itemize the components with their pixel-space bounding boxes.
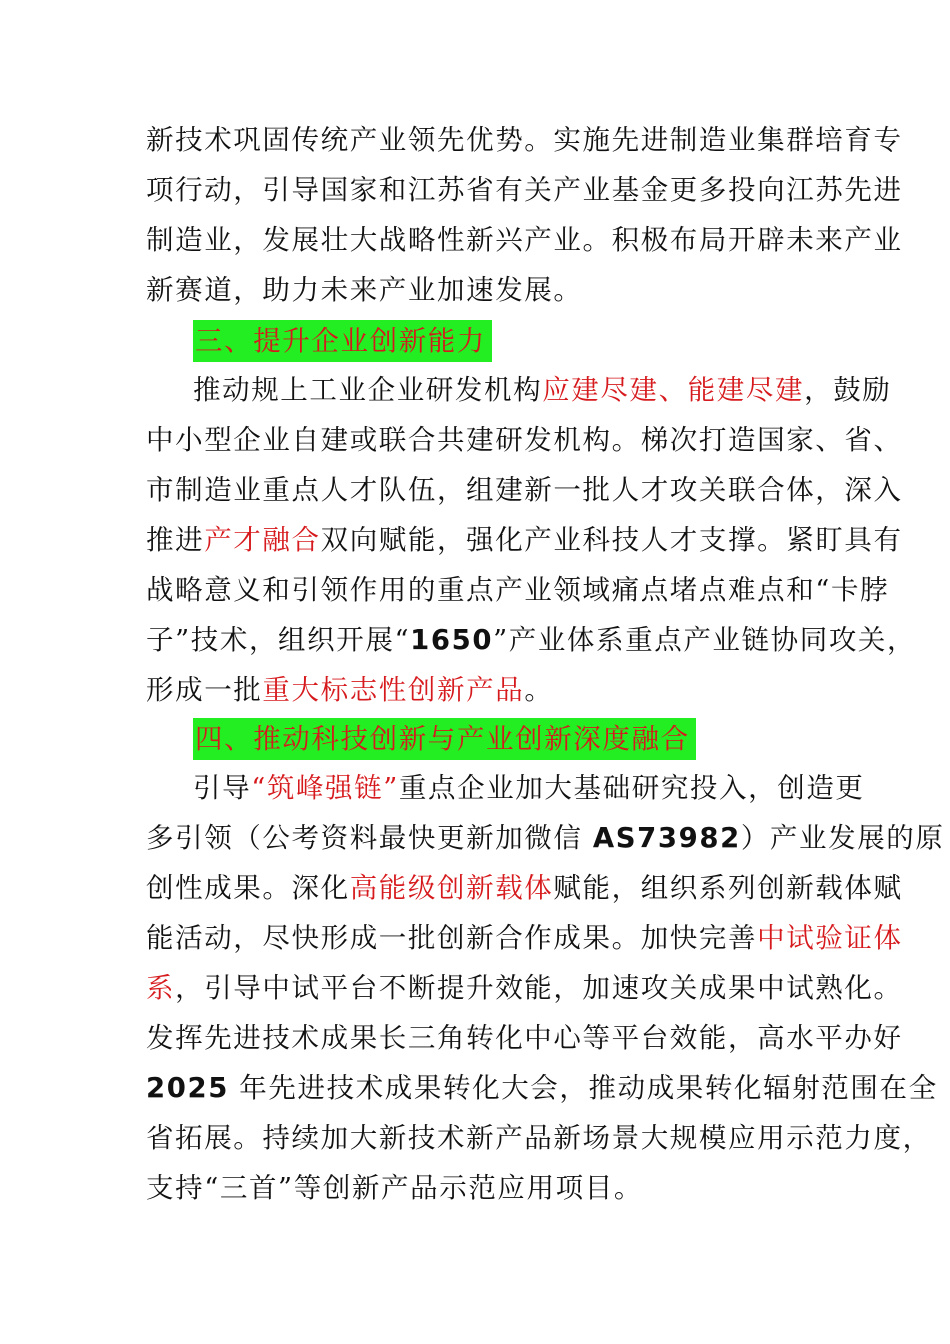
text: 创性成果。深化 bbox=[146, 872, 350, 904]
text: 多引领（公考资料最快更新加微信 bbox=[146, 822, 593, 854]
paragraph-1-line-3: 制造业，发展壮大战略性新兴产业。积极布局开辟未来产业 bbox=[146, 224, 903, 256]
paragraph-3-line-8: 省拓展。持续加大新技术新产品新场景大规模应用示范力度， bbox=[146, 1122, 932, 1154]
text: 子”技术，组织开展“ bbox=[146, 624, 411, 656]
paragraph-3-line-4 bbox=[146, 918, 903, 958]
text: 赋能，组织系列创新载体赋 bbox=[553, 872, 903, 904]
text: 形成一批 bbox=[146, 674, 263, 706]
paragraph-2-line-7 bbox=[146, 670, 810, 710]
paragraph-3-line-9: 支持“三首”等创新产品示范应用项目。 bbox=[146, 1172, 643, 1204]
highlight-text: 中试验证体 bbox=[757, 922, 903, 954]
text: 双向赋能，强化产业科技人才支撑。紧盯具有 bbox=[320, 524, 903, 556]
text: 重点企业加大基础研究投入，创造更 bbox=[398, 772, 865, 804]
paragraph-2-line-6 bbox=[146, 620, 917, 660]
text: 年先进技术成果转化大会，推动成果转化辐射范围在全 bbox=[228, 1072, 938, 1104]
paragraph-1-line-4: 新赛道，助力未来产业加速发展。 bbox=[146, 274, 583, 306]
paragraph-3-line-3 bbox=[146, 868, 903, 908]
paragraph-2-line-4 bbox=[146, 520, 903, 560]
paragraph-3-line-1 bbox=[193, 768, 865, 808]
highlight-text: 应建尽建、能建尽建 bbox=[542, 374, 805, 406]
highlight-text: 重大标志性创新产品 bbox=[262, 674, 525, 706]
paragraph-3-line-2 bbox=[146, 818, 945, 858]
section-heading-4: 四、推动科技创新与产业创新深度融合 bbox=[193, 718, 696, 760]
text: 能活动，尽快形成一批创新合作成果。加快完善 bbox=[146, 922, 758, 954]
highlight-text: 产才融合 bbox=[204, 524, 321, 556]
number-text: 1650 bbox=[410, 624, 494, 656]
paragraph-2-line-5: 战略意义和引领作用的重点产业领域痛点堵点难点和“卡脖 bbox=[146, 574, 890, 606]
paragraph-2-line-3: 市制造业重点人才队伍，组建新一批人才攻关联合体，深入 bbox=[146, 474, 903, 506]
section-heading-3: 三、提升企业创新能力 bbox=[193, 320, 492, 362]
paragraph-3-line-5 bbox=[146, 968, 903, 1008]
text: ，鼓励 bbox=[804, 374, 892, 406]
text: ”产业体系重点产业链协同攻关， bbox=[493, 624, 917, 656]
year-text: 2025 bbox=[146, 1072, 229, 1104]
paragraph-3-line-7 bbox=[146, 1068, 938, 1108]
paragraph-3-line-6: 发挥先进技术成果长三角转化中心等平台效能，高水平办好 bbox=[146, 1022, 903, 1054]
highlight-text: 高能级创新载体 bbox=[349, 872, 554, 904]
wechat-id-text: AS73982 bbox=[592, 822, 741, 854]
paragraph-1-line-1: 新技术巩固传统产业领先优势。实施先进制造业集群培育专 bbox=[146, 124, 903, 156]
text: 引导 bbox=[193, 772, 252, 804]
text: 推动规上工业企业研发机构 bbox=[193, 374, 543, 406]
text: ）产业发展的原 bbox=[740, 822, 945, 854]
highlight-text: 系 bbox=[146, 972, 176, 1004]
paragraph-2-line-2: 中小型企业自建或联合共建研发机构。梯次打造国家、省、 bbox=[146, 424, 903, 456]
text: ，引导中试平台不断提升效能，加速攻关成果中试熟化。 bbox=[175, 972, 903, 1004]
paragraph-2-line-1 bbox=[193, 370, 892, 410]
text: 推进 bbox=[146, 524, 205, 556]
text: 。 bbox=[524, 674, 554, 706]
highlight-text: “筑峰强链” bbox=[251, 772, 399, 804]
paragraph-1-line-2: 项行动，引导国家和江苏省有关产业基金更多投向江苏先进 bbox=[146, 174, 903, 206]
